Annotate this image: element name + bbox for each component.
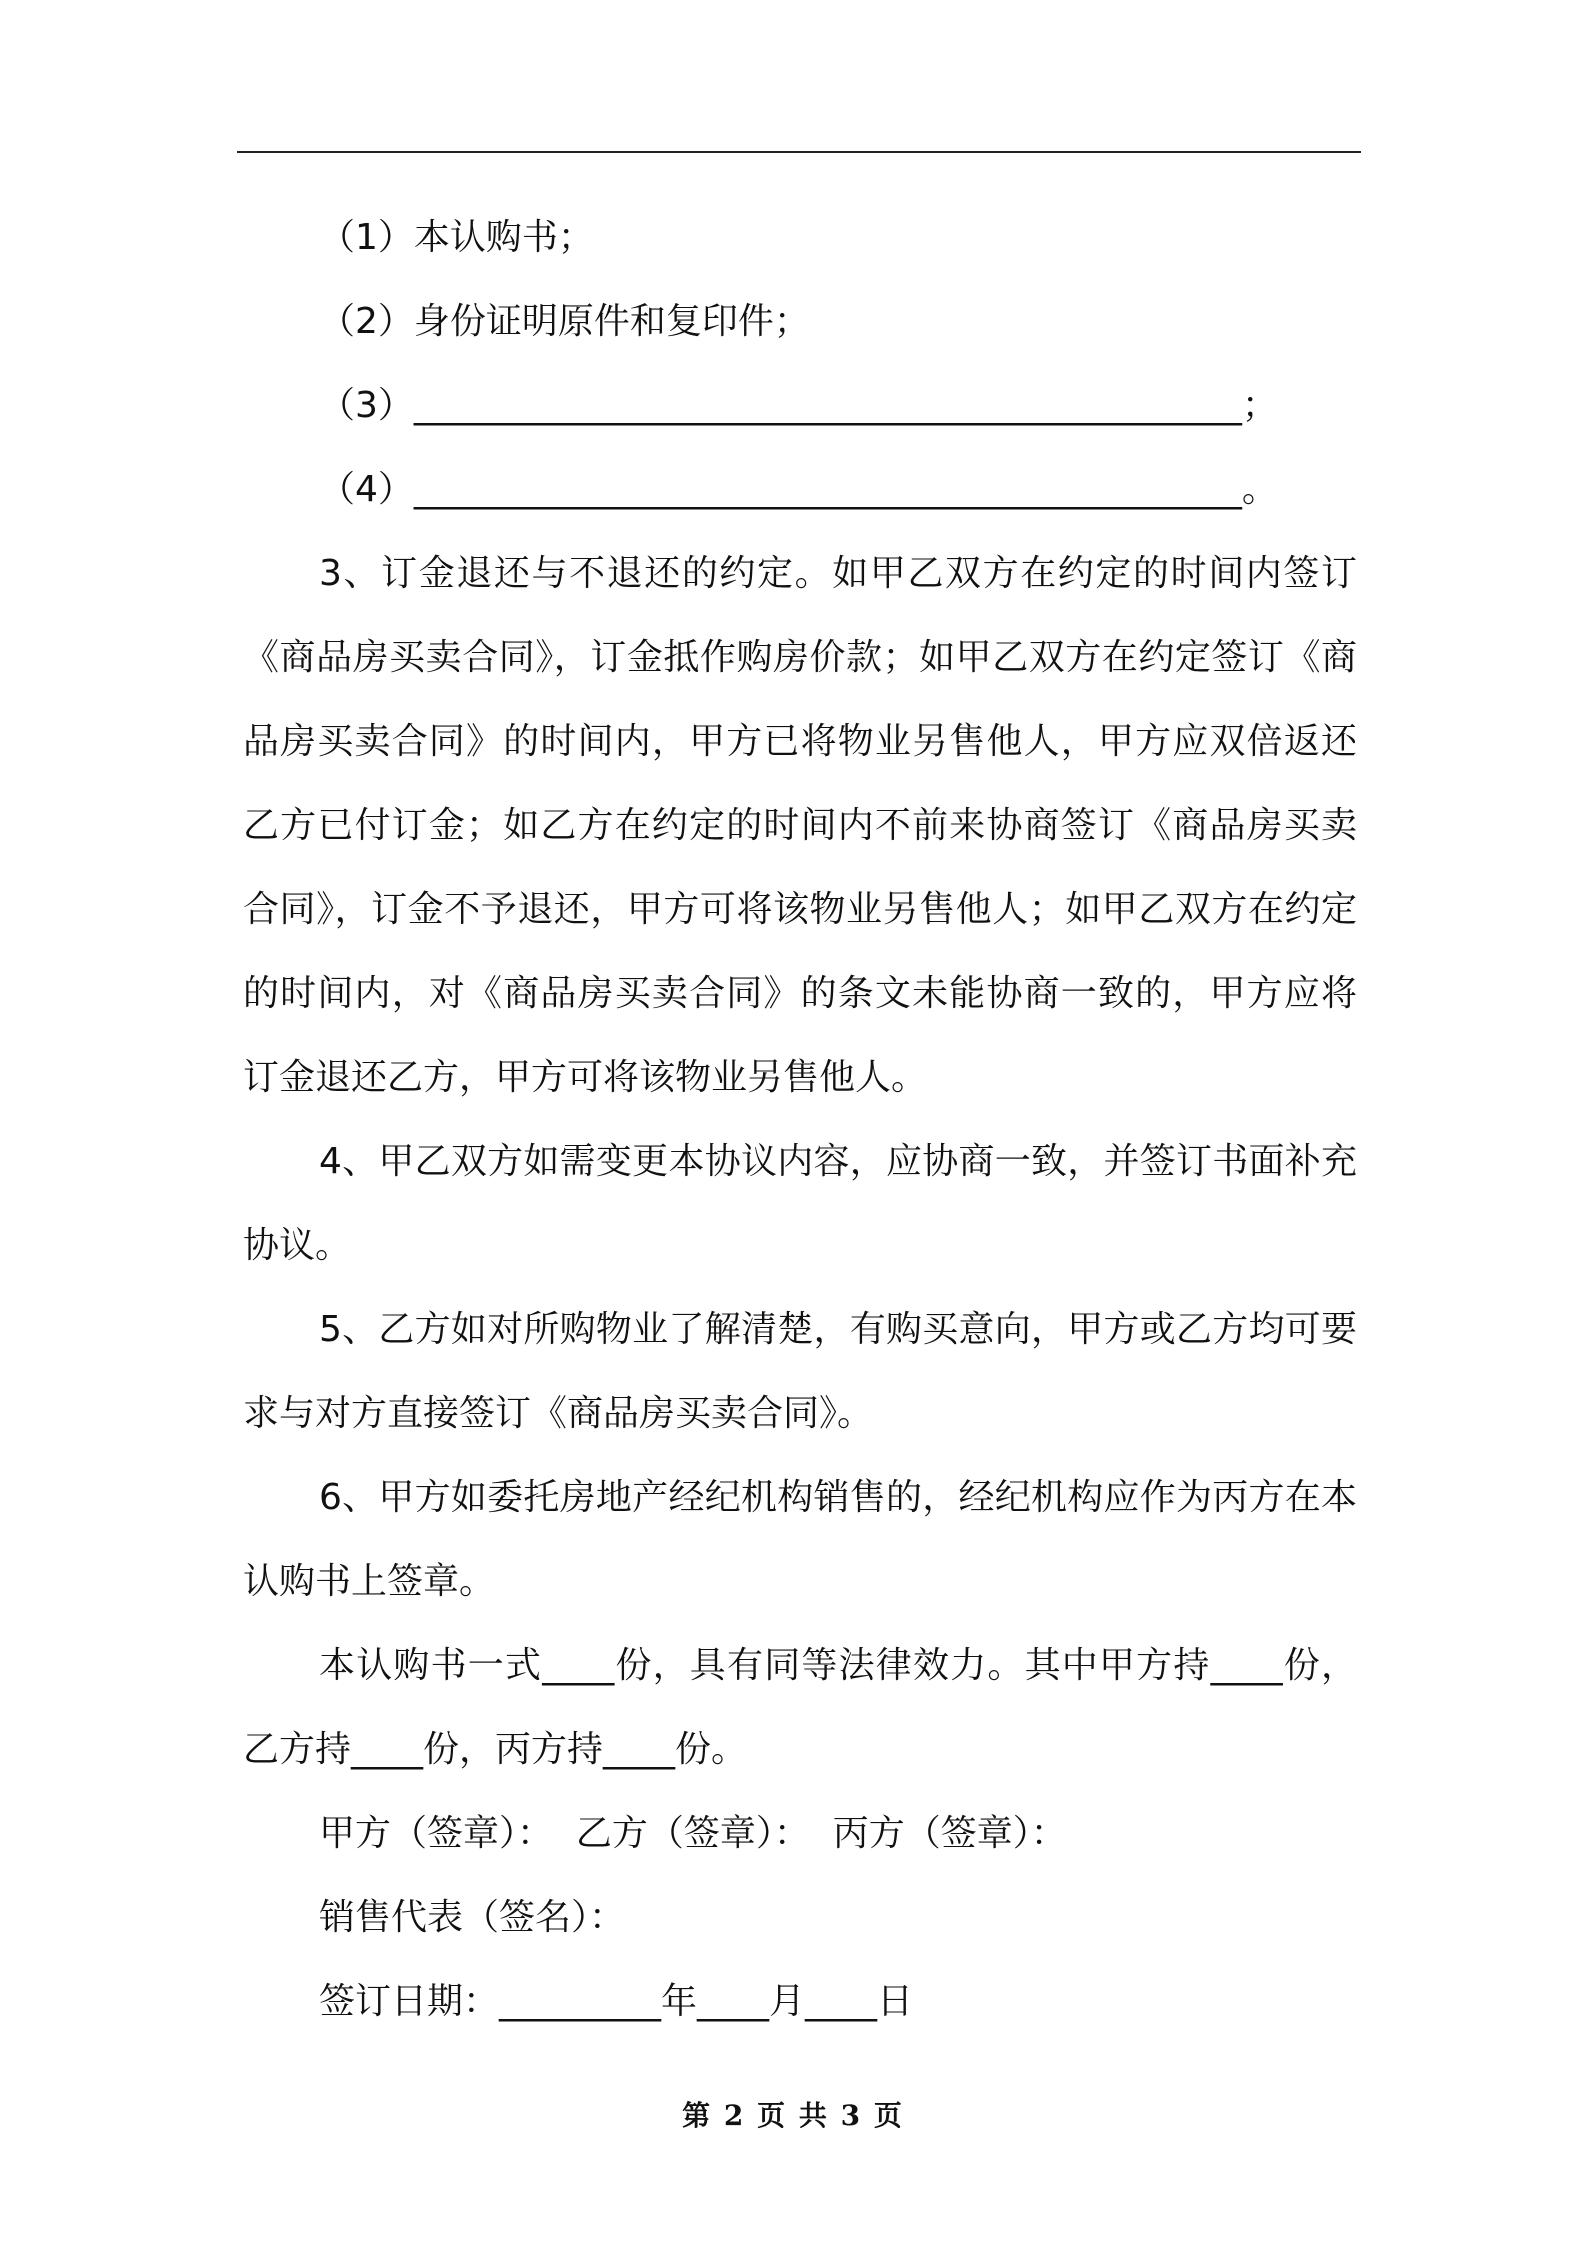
document-body [243, 196, 1357, 2044]
copies-clause: 本认购书一式____份，具有同等法律效力。其中甲方持____份，乙方持____份，丙方持____份。 [243, 1645, 1357, 1770]
clause-4-amendment: 4、甲乙双方如需变更本协议内容，应协商一致，并签订书面补充协议。 [243, 1141, 1357, 1266]
party-signature-line: 甲方（签章）： 乙方（签章）： 丙方（签章）： [319, 1813, 1067, 1854]
attachment-item-1: （1）本认购书； [319, 217, 594, 258]
attachment-item-4: （4）______________________________________________。 [319, 469, 1278, 510]
page-footer [0, 2094, 1586, 2134]
header-rule [237, 151, 1361, 153]
clause-3-deposit-refund: 3、订金退还与不退还的约定。如甲乙双方在约定的时间内签订《商品房买卖合同》，订金抵作购房价款；如甲乙双方在约定签订《商品房买卖合同》的时间内，甲方已将物业另售他人，甲方应双倍返还乙方已付订金；如乙方在约定的时间内不前来协商签订《商品房买卖合同》，订金不予退还，甲方可将该物业另售他人；如甲乙双方在约定的时间内，对《商品房买卖合同》的条文未能协商一致的，甲方应将订金退还乙方，甲方可将该物业另售他人。 [243, 553, 1357, 1098]
signing-date-line: 签订日期：_________年____月____日 [319, 1981, 914, 2022]
attachment-item-2: （2）身份证明原件和复印件； [319, 301, 810, 342]
sales-rep-signature-line: 销售代表（签名）： [319, 1897, 626, 1938]
clause-5-direct-contract: 5、乙方如对所购物业了解清楚，有购买意向，甲方或乙方均可要求与对方直接签订《商品房买卖合同》。 [243, 1309, 1357, 1434]
attachment-item-3: （3）______________________________________________； [319, 385, 1278, 426]
clause-6-agency-seal: 6、甲方如委托房地产经纪机构销售的，经纪机构应作为丙方在本认购书上签章。 [243, 1477, 1357, 1602]
page-number: 第 2 页 共 3 页 [682, 2099, 904, 2132]
